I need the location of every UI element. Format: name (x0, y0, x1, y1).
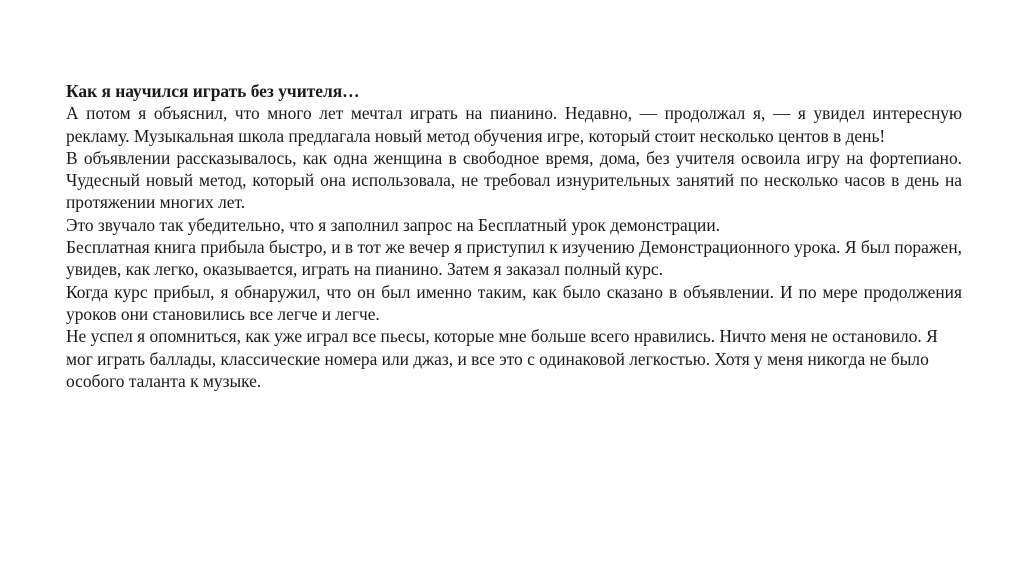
paragraph: А потом я объяснил, что много лет мечтал играть на пианино. Недавно, — продолжал я, — я увидел интересную рекламу. Музыкальная школа предлагала новый метод обучения игре, который стоит несколько центов в день! (66, 103, 962, 146)
paragraph: В объявлении рассказывалось, как одна женщина в свободное время, дома, без учителя освоила игру на фортепиано. Чудесный новый метод, который она использовала, не требовал изнурительных занятий по несколько часов в день на протяжении многих лет. (66, 147, 962, 213)
paragraph: Когда курс прибыл, я обнаружил, что он был именно таким, как было сказано в объявлении. И по мере продолжения уроков они становились все легче и легче. (66, 281, 962, 324)
paragraph: Не успел я опомниться, как уже играл все пьесы, которые мне больше всего нравились. Ничто меня не остановило. Я мог играть баллады, классические номера или джаз, и все это с одинаковой легкостью. Хотя у меня никогда не было особого таланта к музыке. (66, 326, 938, 391)
paragraph: Это звучало так убедительно, что я заполнил запрос на Бесплатный урок демонстрации. (66, 214, 721, 235)
text-block (66, 80, 962, 392)
slide-title: Как я научился играть без учителя… (66, 81, 360, 101)
paragraph: Бесплатная книга прибыла быстро, и в тот же вечер я приступил к изучению Демонстрационного урока. Я был поражен, увидев, как легко, оказывается, играть на пианино. Затем я заказал полный курс. (66, 237, 962, 280)
